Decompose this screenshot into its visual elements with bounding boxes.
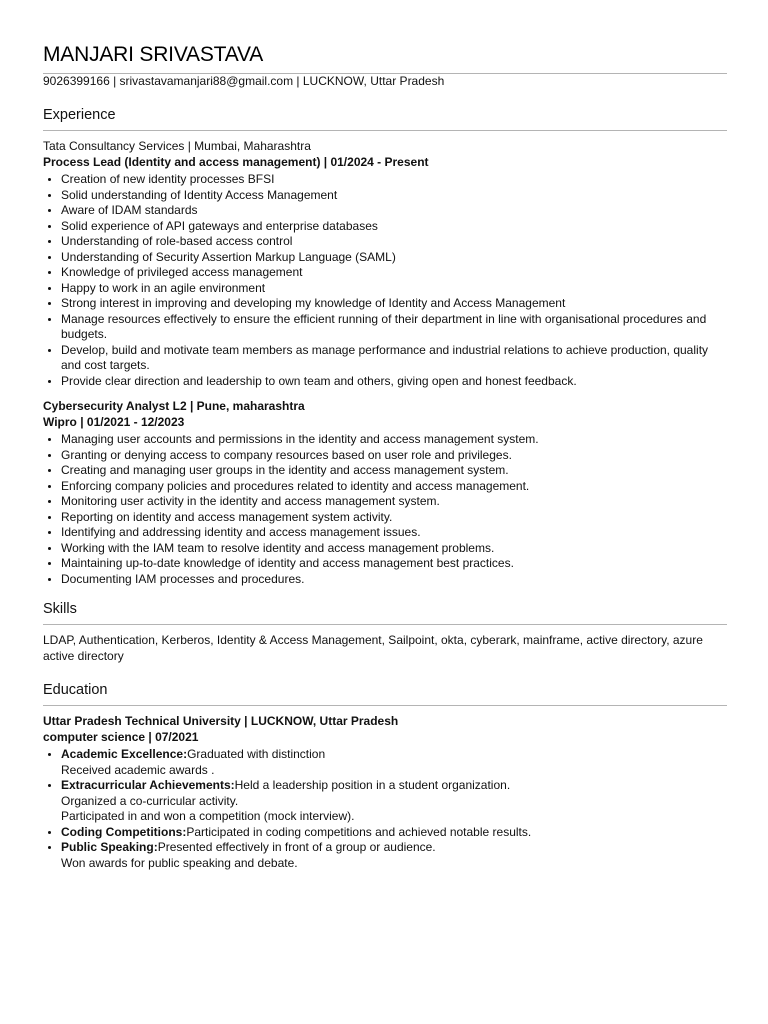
list-item: • Develop, build and motivate team members as manage performance and industrial relations to achieve production, quality and cost targets. [61, 343, 726, 374]
list-item: • Manage resources effectively to ensure the efficient running of their department in line with organisational procedures and budgets. [61, 312, 726, 343]
achievement-detail: Participated in and won a competition (mock interview). [61, 809, 355, 823]
list-item: • Provide clear direction and leadership to own team and others, giving open and honest feedback. [61, 374, 726, 390]
list-item: • Granting or denying access to company resources based on user role and privileges. [61, 448, 726, 464]
list-item: • Happy to work in an agile environment [61, 281, 726, 297]
achievement-text: Held a leadership position in a student organization. [234, 778, 511, 792]
job-bullets [43, 432, 726, 587]
list-item: • Managing user accounts and permissions in the identity and access management system. [61, 432, 726, 448]
job-role-line: Process Lead (Identity and access management) | 01/2024 - Present [43, 154, 429, 169]
school-line: Uttar Pradesh Technical University | LUCKNOW, Uttar Pradesh [43, 714, 399, 728]
education-divider [43, 705, 727, 706]
achievement-text: Presented effectively in front of a group or audience. [157, 840, 436, 854]
job-role-line: Wipro | 01/2021 - 12/2023 [43, 414, 185, 429]
list-item: • Solid experience of API gateways and enterprise databases [61, 219, 726, 235]
job-entry-tcs [43, 139, 726, 389]
list-item: • Enforcing company policies and procedures related to identity and access management. [61, 479, 726, 495]
achievement-detail: Won awards for public speaking and debate. [61, 855, 298, 870]
list-item: • Solid understanding of Identity Access Management [61, 188, 726, 204]
list-item: • Knowledge of privileged access management [61, 265, 726, 281]
achievement-label: Academic Excellence: [61, 747, 188, 761]
list-item: • Identifying and addressing identity and access management issues. [61, 525, 726, 541]
experience-divider [43, 130, 727, 131]
list-item: • Documenting IAM processes and procedures. [61, 572, 726, 588]
achievement-text: Participated in coding competitions and achieved notable results. [186, 824, 532, 839]
achievement-extracurricular [61, 778, 726, 825]
achievement-academic [61, 747, 726, 778]
education-heading: Education [43, 682, 108, 698]
achievement-detail: Organized a co-curricular activity. [61, 793, 239, 808]
list-item: • Monitoring user activity in the identity and access management system. [61, 494, 726, 510]
experience-heading: Experience [43, 107, 116, 123]
list-item: • Maintaining up-to-date knowledge of identity and access management best practices. [61, 556, 726, 572]
job-bullets [43, 172, 726, 389]
list-item: • Creating and managing user groups in the identity and access management system. [61, 463, 726, 479]
list-item: • Creation of new identity processes BFSI [61, 172, 726, 188]
list-item: • Aware of IDAM standards [61, 203, 726, 219]
list-item: • Understanding of Security Assertion Markup Language (SAML) [61, 250, 726, 266]
contact-line: 9026399166 | srivastavamanjari88@gmail.com | LUCKNOW, Uttar Pradesh [43, 74, 445, 88]
skills-heading: Skills [43, 601, 77, 617]
achievement-text: Graduated with distinction [187, 747, 326, 761]
achievement-coding [61, 825, 726, 841]
achievement-public-speaking [61, 840, 726, 871]
list-item: • Understanding of role-based access control [61, 234, 726, 250]
achievement-label: Extracurricular Achievements: [61, 778, 235, 792]
job-company-line: Cybersecurity Analyst L2 | Pune, maharashtra [43, 399, 305, 413]
achievement-detail: Received academic awards . [61, 762, 215, 777]
job-entry-wipro [43, 399, 726, 587]
skills-divider [43, 624, 727, 625]
list-item: • Strong interest in improving and developing my knowledge of Identity and Access Management [61, 296, 726, 312]
list-item: • Working with the IAM team to resolve identity and access management problems. [61, 541, 726, 557]
education-achievements [43, 747, 726, 871]
skills-list: LDAP, Authentication, Kerberos, Identity & Access Management, Sailpoint, okta, cyberark, mainframe, active directory, azure active directory [43, 633, 703, 663]
job-company-line: Tata Consultancy Services | Mumbai, Maharashtra [43, 139, 311, 153]
list-item: • Reporting on identity and access management system activity. [61, 510, 726, 526]
achievement-label: Public Speaking: [61, 840, 158, 854]
degree-line: computer science | 07/2021 [43, 729, 199, 744]
candidate-name: MANJARI SRIVASTAVA [43, 43, 264, 66]
achievement-label: Coding Competitions: [61, 824, 187, 839]
